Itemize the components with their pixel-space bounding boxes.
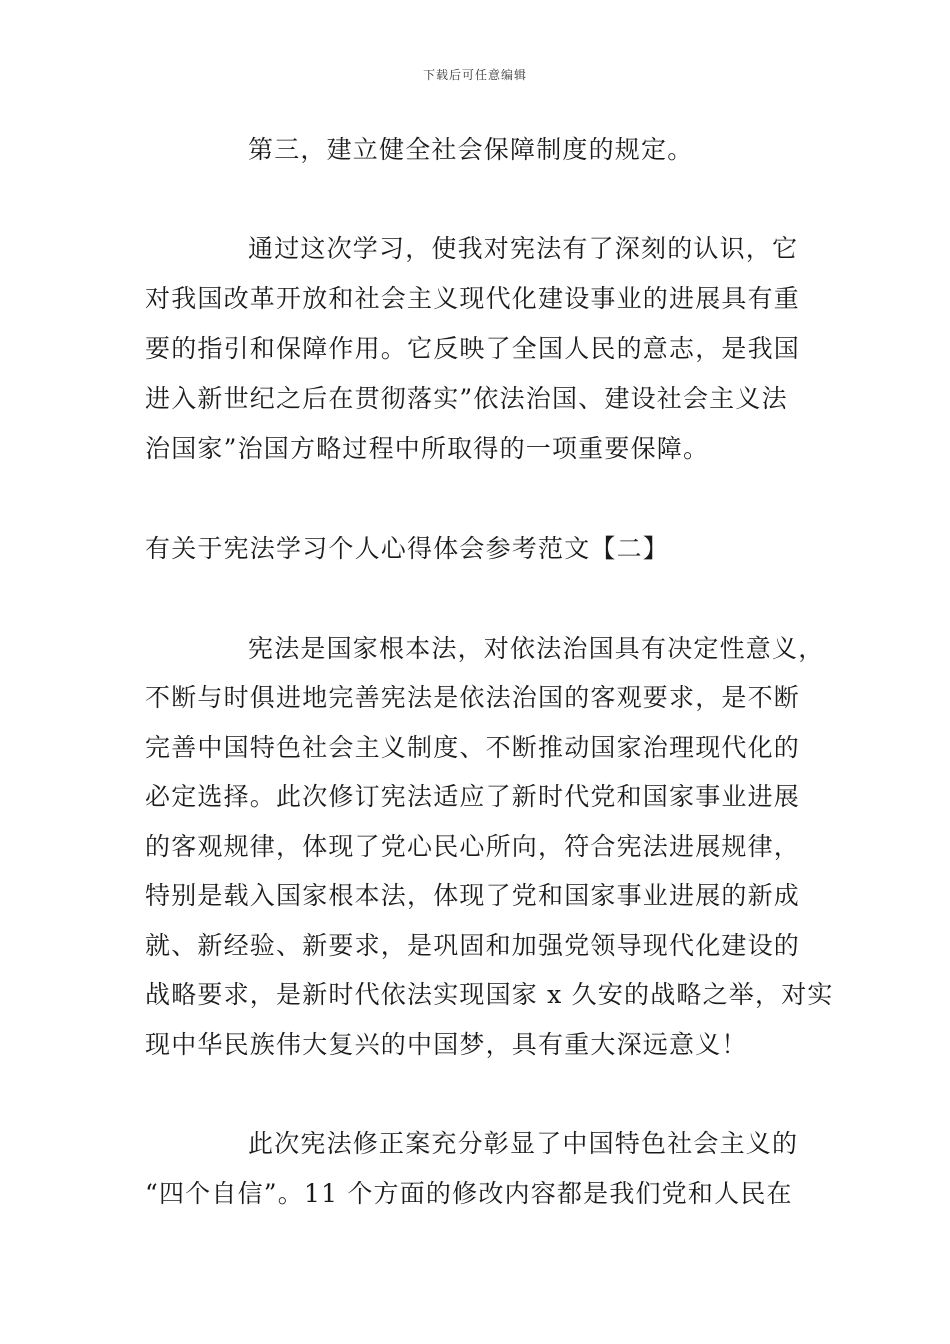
- text-line: 治国家”治国方略过程中所取得的一项重要保障。: [145, 434, 710, 463]
- text-line: 就、新经验、新要求，是巩固和加强党领导现代化建设的: [145, 931, 801, 960]
- text-line: 宪法是国家根本法，对依法治国具有决定性意义，: [248, 634, 825, 663]
- text-line: 要的指引和保障作用。它反映了全国人民的意志，是我国: [145, 334, 801, 363]
- text-line: 特别是载入国家根本法，体现了党和国家事业进展的新成: [145, 881, 801, 910]
- text-line: “四个自信”。11 个方面的修改内容都是我们党和人民在: [145, 1179, 793, 1208]
- text-line: 必定选择。此次修订宪法适应了新时代党和国家事业进展: [145, 782, 801, 811]
- text-line: 此次宪法修正案充分彰显了中国特色社会主义的: [248, 1129, 799, 1158]
- text-line: 战略要求，是新时代依法实现国家 x 久安的战略之举，对实: [145, 980, 834, 1009]
- text-line: 现中华民族伟大复兴的中国梦，具有重大深远意义！: [145, 1030, 748, 1059]
- section-heading: 有关于宪法学习个人心得体会参考范文【二】: [145, 534, 670, 563]
- text-line: 第三，建立健全社会保障制度的规定。: [248, 135, 694, 164]
- text-line: 通过这次学习，使我对宪法有了深刻的认识，它: [248, 234, 799, 263]
- header-note: 下载后可任意编辑: [422, 68, 527, 82]
- text-line: 进入新世纪之后在贯彻落实”依法治国、建设社会主义法: [145, 384, 788, 413]
- text-line: 完善中国特色社会主义制度、不断推动国家治理现代化的: [145, 733, 801, 762]
- text-line: 的客观规律，体现了党心民心所向，符合宪法进展规律，: [145, 832, 801, 861]
- text-line: 对我国改革开放和社会主义现代化建设事业的进展具有重: [145, 284, 801, 313]
- text-line: 不断与时俱进地完善宪法是依法治国的客观要求，是不断: [145, 683, 801, 712]
